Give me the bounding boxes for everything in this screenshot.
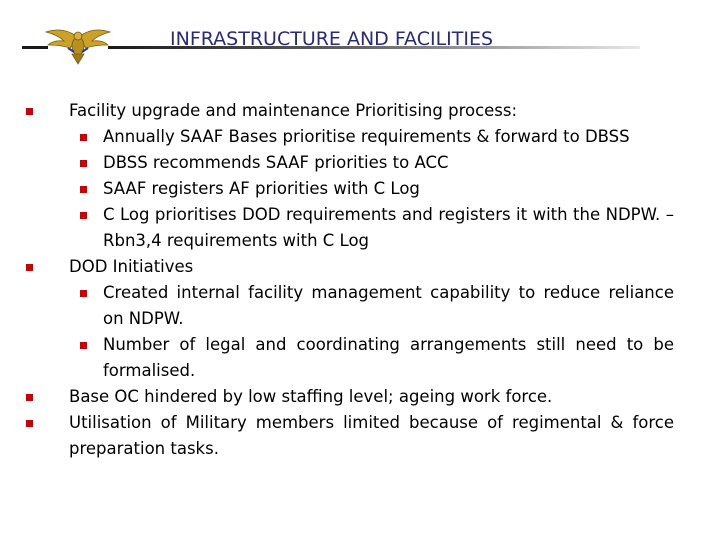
bullet-utilisation: Utilisation of Military members limited because of regimental & force preparation tasks. bbox=[22, 410, 674, 462]
bullet-base-oc: Base OC hindered by low staffing level; ageing work force. bbox=[22, 384, 674, 410]
slide-content bbox=[22, 98, 674, 462]
bullet-facility-upgrade: Facility upgrade and maintenance Prioritising process: bbox=[22, 98, 674, 124]
bullet-dod-initiatives: DOD Initiatives bbox=[22, 254, 674, 280]
sub-bullet-saaf-registers: SAAF registers AF priorities with C Log bbox=[22, 176, 674, 202]
sub-bullet-created-capability: Created internal facility management capability to reduce reliance on NDPW. bbox=[22, 280, 674, 332]
sub-bullet-dbss-recommends: DBSS recommends SAAF priorities to ACC bbox=[22, 150, 674, 176]
sub-bullet-legal-arrangements: Number of legal and coordinating arrangements still need to be formalised. bbox=[22, 332, 674, 384]
slide-title: INFRASTRUCTURE AND FACILITIES bbox=[170, 28, 494, 50]
sub-bullet-annual-prioritise: Annually SAAF Bases prioritise requirements & forward to DBSS bbox=[22, 124, 674, 150]
sub-bullet-c-log-prioritises: C Log prioritises DOD requirements and registers it with the NDPW. – Rbn3,4 requirements with C Log bbox=[22, 202, 674, 254]
eagle-emblem-icon bbox=[42, 24, 114, 66]
